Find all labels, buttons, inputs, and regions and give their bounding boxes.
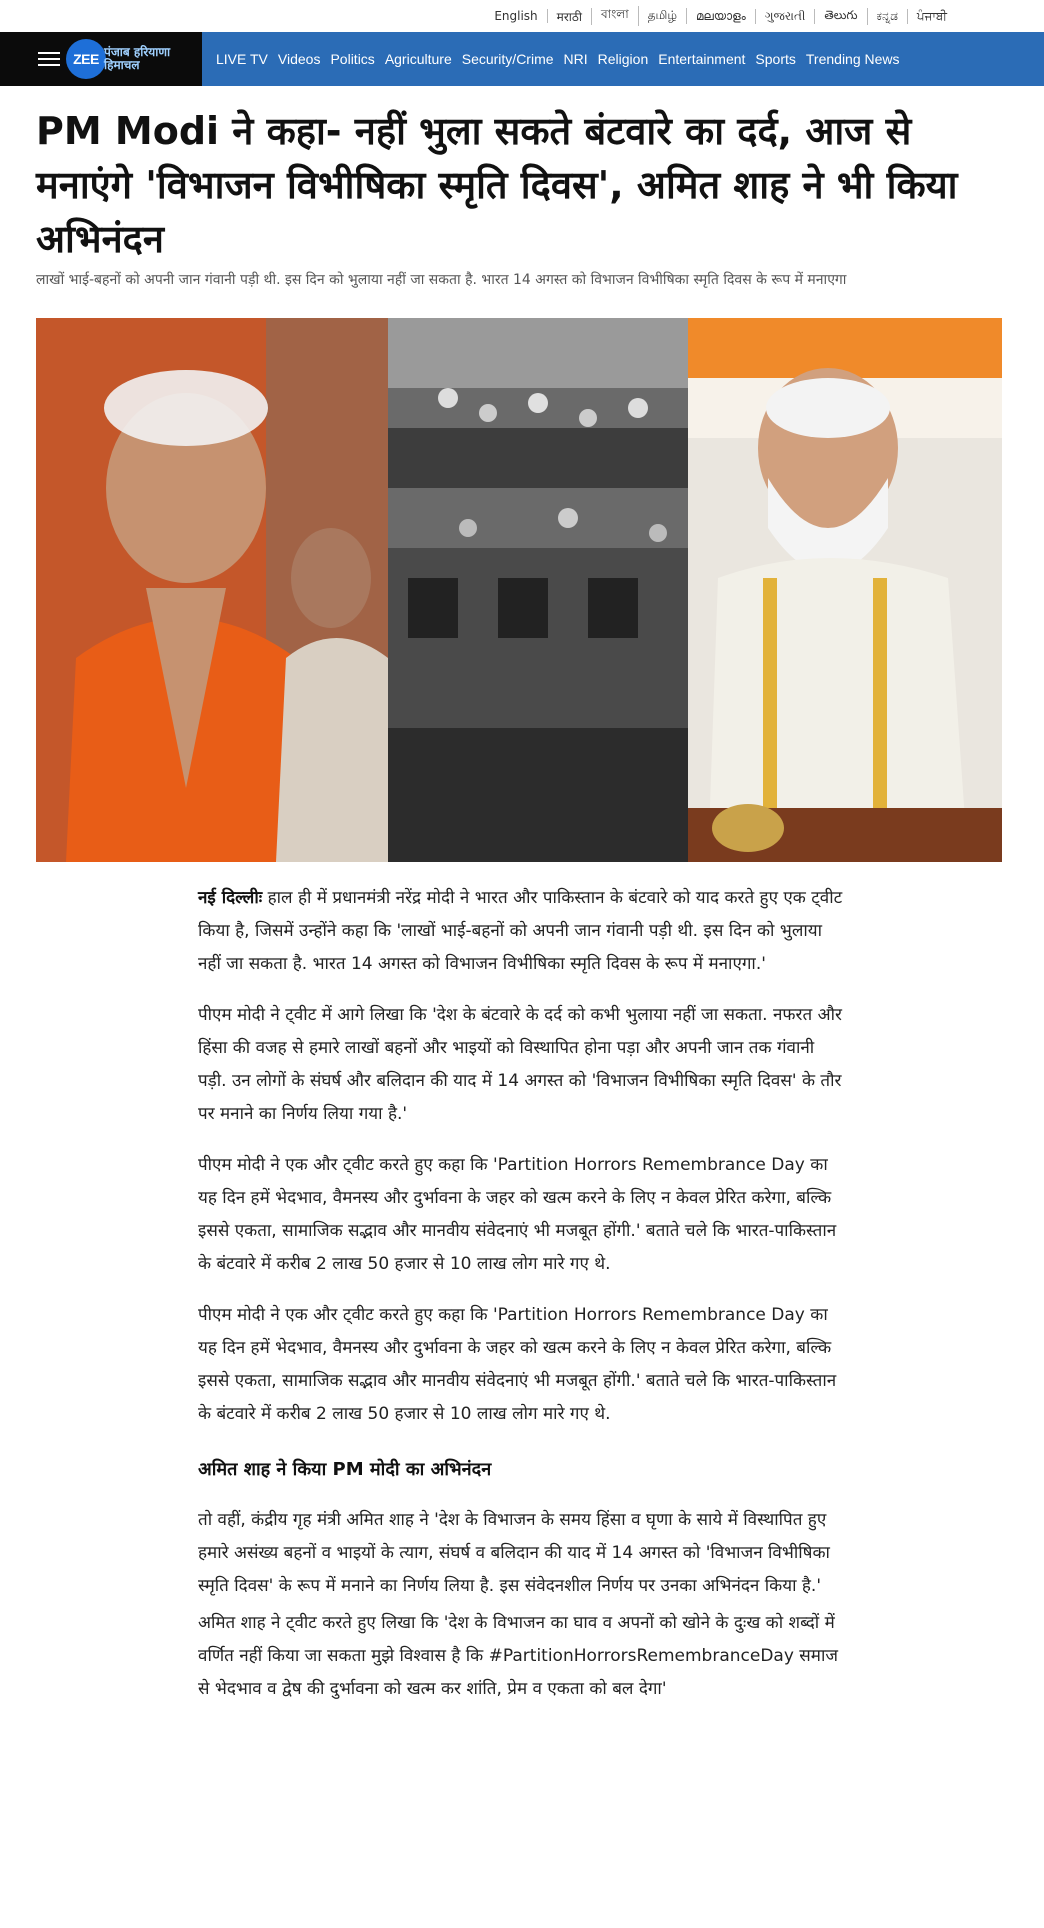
hero-image (36, 318, 1002, 862)
brand-name[interactable]: पंजाब हरियाणा हिमाचल (104, 45, 171, 72)
article-headline: PM Modi ने कहा- नहीं भुला सकते बंटवारे का दर्द, आज से मनाएंगे 'विभाजन विभीषिका स्मृति दिवस', अमित शाह ने भी किया अभिनंदन (36, 109, 958, 261)
brand-area (0, 32, 202, 86)
article-paragraph-3: पीएम मोदी ने एक और ट्वीट करते हुए कहा कि 'Partition Horrors Remembrance Day का यह दिन हमें भेदभाव, वैमनस्य और दुर्भावना के जहर को खत्म करने के लिए न केवल प्रेरित करेगा, बल्कि इससे एकता, सामाजिक सद्भाव और मानवीय संवेदनाएं भी मजबूत होंगी.' बताते चले कि भारत-पाकिस्तान के बंटवारे में करीब 2 लाख 50 हजार से 10 लाख लोग मारे गए थे. (198, 1155, 837, 1274)
lang-kannada[interactable]: ಕನ್ನಡ (868, 9, 908, 24)
nav-politics[interactable]: Politics (330, 51, 375, 67)
nav-links (202, 32, 910, 86)
nav-videos[interactable]: Videos (277, 51, 321, 67)
nav-sports[interactable]: Sports (755, 51, 796, 67)
lang-english[interactable]: English (485, 9, 547, 23)
article-subheadline: लाखों भाई-बहनों को अपनी जान गंवानी पड़ी थी. इस दिन को भुलाया नहीं जा सकता है. भारत 14 अगस्त को विभाजन विभीषिका स्मृति दिवस के रूप में मनाएगा (36, 272, 847, 288)
lang-malayalam[interactable]: മലയാളം (687, 9, 756, 24)
article-paragraph-6: अमित शाह ने ट्वीट करते हुए लिखा कि 'देश के विभाजन का घाव व अपनों को खोने के दुःख को शब्दों में वर्णित नहीं किया जा सकता मुझे विश्वास है कि #PartitionHorrorsRemembranceDay समाज से भेदभाव व द्वेष की दुर्भावना को खत्म कर शांति, प्रेम व एकता को बल देगा' (198, 1613, 838, 1699)
hero-image-amit-shah (36, 318, 388, 862)
article-subheading: अमित शाह ने किया PM मोदी का अभिनंदन (198, 1459, 492, 1480)
hero-image-pm-modi (688, 318, 1002, 862)
hero-image-partition-train (388, 318, 688, 862)
language-bar (0, 0, 1044, 32)
zee-logo[interactable]: ZEE (66, 39, 106, 79)
lang-telugu[interactable]: తెలుగు (815, 8, 867, 25)
article-paragraph-1 (198, 882, 848, 981)
nav-agriculture[interactable]: Agriculture (384, 51, 452, 67)
nav-religion[interactable]: Religion (597, 51, 649, 67)
lang-gujarati[interactable]: ગુજરાતી (756, 9, 816, 24)
nav-trending-news[interactable]: Trending News (805, 51, 900, 67)
article-paragraph-2: पीएम मोदी ने ट्वीट में आगे लिखा कि 'देश के बंटवारे के दर्द को कभी भुलाया नहीं जा सकता. नफरत और हिंसा की वजह से हमारे लाखों बहनों और भाइयों को विस्थापित होना पड़ा और अपनी जान तक गंवानी पड़ी. उन लोगों के संघर्ष और बलिदान की याद में 14 अगस्त को 'विभाजन विभीषिका स्मृति दिवस' के तौर पर मनाने का निर्णय लिया गया है.' (198, 1005, 842, 1124)
lang-bangla[interactable]: বাংলা (592, 6, 639, 26)
article-paragraph-5: तो वहीं, कंद्रीय गृह मंत्री अमित शाह ने 'देश के विभाजन के समय हिंसा व घृणा के साये में विस्थापित हुए हमारे असंख्य बहनों व भाइयों के त्याग, संघर्ष व बलिदान की याद में 14 अगस्त को 'विभाजन विभीषिका स्मृति दिवस' के रूप में मनाने का निर्णय लिया है. इस संवेदनशील निर्णय पर उनका अभिनंदन किया है.' (198, 1510, 830, 1596)
hamburger-menu-icon[interactable] (38, 48, 60, 70)
paragraph-1-text: हाल ही में प्रधानमंत्री नरेंद्र मोदी ने भारत और पाकिस्तान के बंटवारे को याद करते हुए एक ट्वीट किया है, जिसमें उन्होंने कहा कि 'लाखों भाई-बहनों को अपनी जान गंवानी पड़ी थी. इस दिन को भुलाया नहीं जा सकता है. भारत 14 अगस्त को विभाजन विभीषिका स्मृति दिवस के रूप में मनाएगा.' (198, 888, 843, 974)
lang-marathi[interactable]: मराठी (548, 8, 592, 25)
dateline: नई दिल्लीः (198, 888, 263, 908)
main-navbar (0, 32, 1044, 86)
lang-punjabi[interactable]: ਪੰਜਾਬੀ (916, 8, 947, 23)
nav-security-crime[interactable]: Security/Crime (461, 51, 554, 67)
nav-live-tv[interactable]: LIVE TV (216, 51, 268, 67)
nav-nri[interactable]: NRI (563, 51, 588, 67)
nav-entertainment[interactable]: Entertainment (658, 51, 746, 67)
lang-tamil[interactable]: தமிழ் (639, 8, 687, 24)
article-paragraph-4: पीएम मोदी ने एक और ट्वीट करते हुए कहा कि 'Partition Horrors Remembrance Day का यह दिन हमें भेदभाव, वैमनस्य और दुर्भावना के जहर को खत्म करने के लिए न केवल प्रेरित करेगा, बल्कि इससे एकता, सामाजिक सद्भाव और मानवीय संवेदनाएं भी मजबूत होंगी.' बताते चले कि भारत-पाकिस्तान के बंटवारे में करीब 2 लाख 50 हजार से 10 लाख लोग मारे गए थे. (198, 1305, 837, 1424)
article-body (198, 882, 848, 1706)
